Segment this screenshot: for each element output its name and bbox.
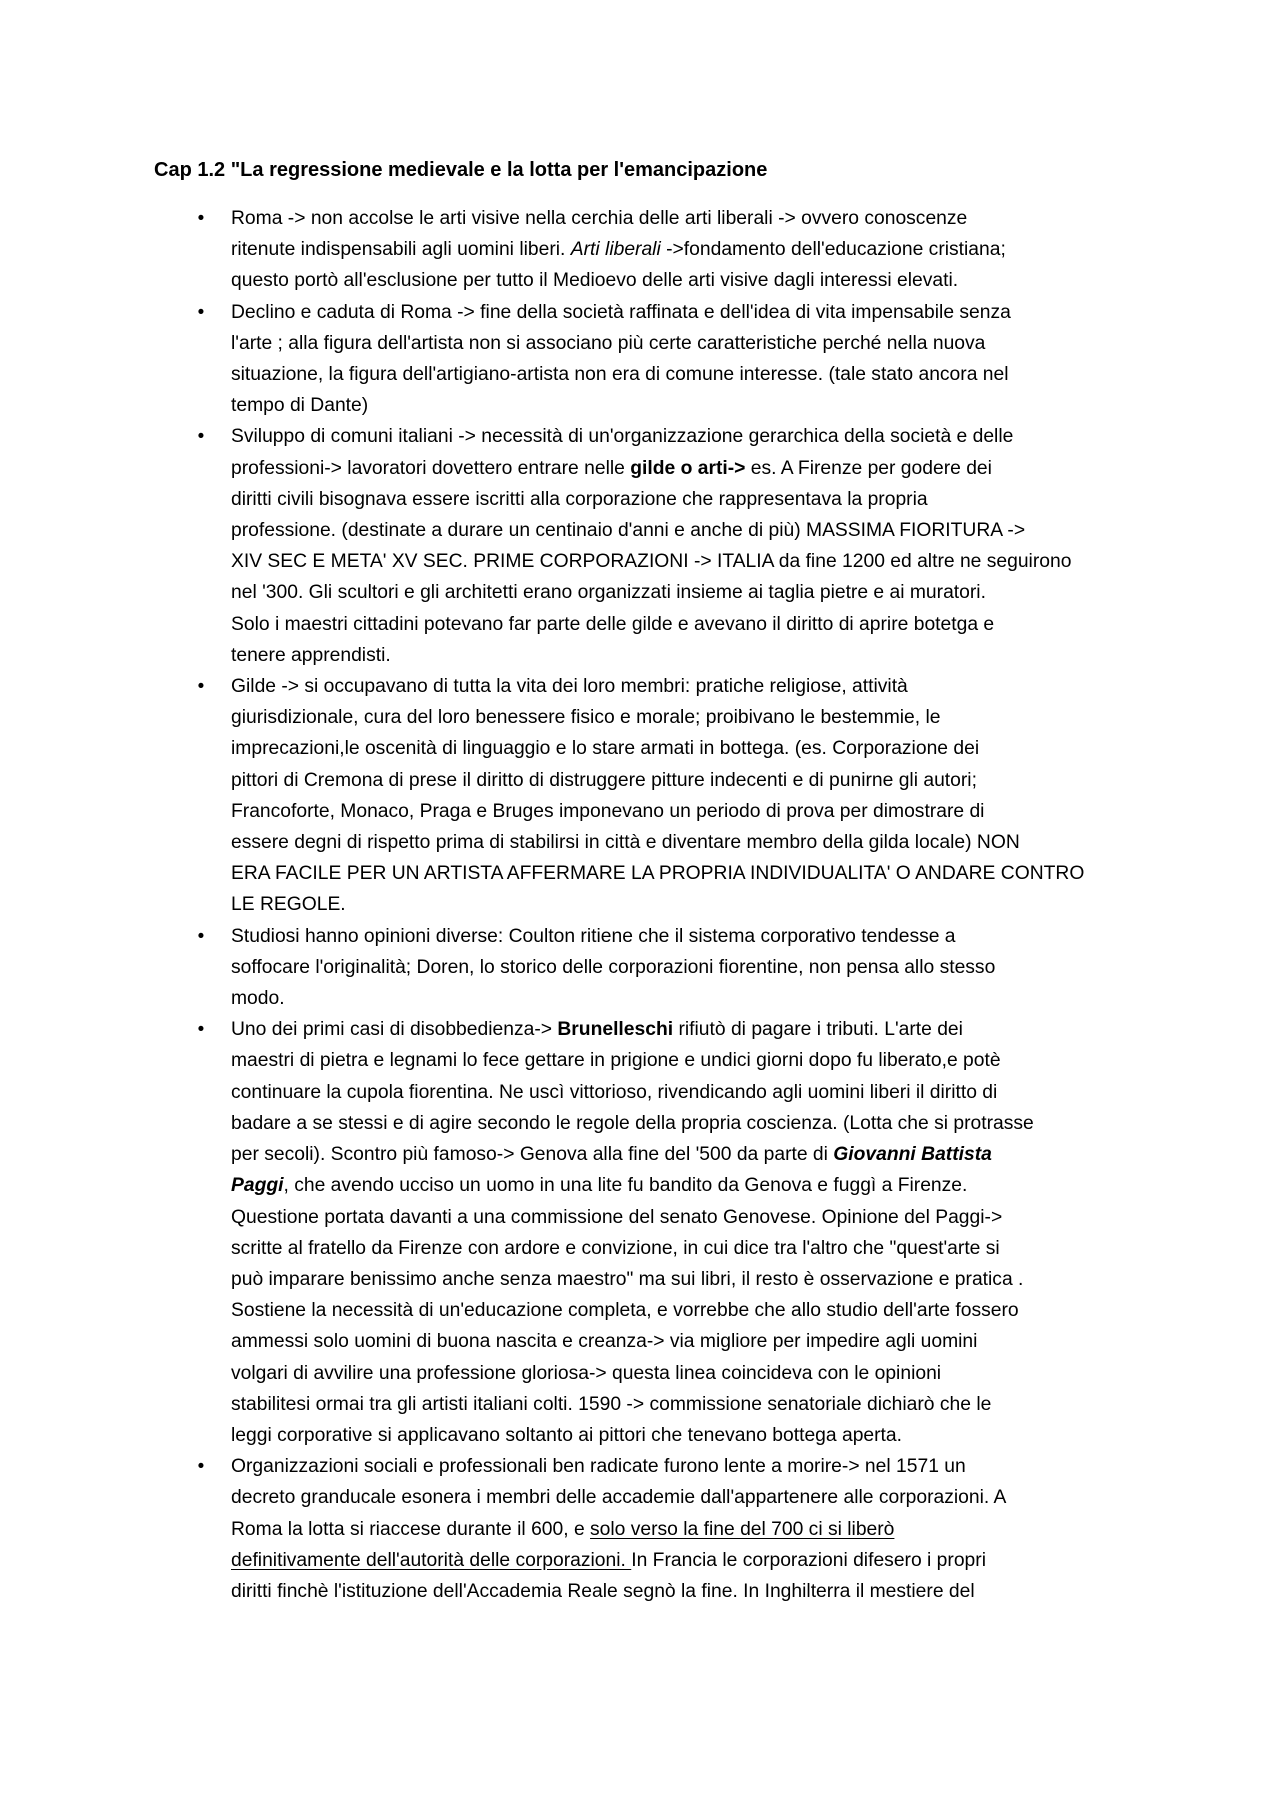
text-line bbox=[231, 297, 1146, 328]
text-span: soffocare l'originalità; Doren, lo storico delle corporazioni fiorentine, non pensa allo stesso bbox=[231, 956, 996, 978]
text-line bbox=[231, 328, 1146, 359]
text-span: imprecazioni,le oscenità di linguaggio e lo stare armati in bottega. (es. Corporazione dei bbox=[231, 738, 980, 760]
text-span: rifiutò di pagare i tributi. L'arte dei bbox=[673, 1019, 963, 1041]
underlined-text: definitivamente dell'autorità delle corporazioni. bbox=[231, 1549, 632, 1571]
text-line bbox=[231, 796, 1146, 827]
text-line bbox=[231, 1389, 1146, 1420]
bullet-dot: • bbox=[197, 676, 205, 698]
text-span: nel '300. Gli scultori e gli architetti erano organizzati insieme ai taglia pietre e ai muratori. bbox=[231, 582, 986, 604]
text-line bbox=[231, 1451, 1146, 1482]
text-line bbox=[231, 1326, 1146, 1357]
page-title: Cap 1.2 "La regressione medievale e la lotta per l'emancipazione bbox=[154, 159, 768, 181]
text-span: scritte al fratello da Firenze con ardore e convizione, in cui dice tra l'altro che "quest'arte si bbox=[231, 1237, 1000, 1259]
text-span: diritti finchè l'istituzione dell'Accademia Reale segnò la fine. In Inghilterra il mestiere del bbox=[231, 1580, 975, 1602]
text-line bbox=[231, 1482, 1146, 1513]
underlined-text: solo verso la fine del 700 ci si liberò bbox=[590, 1518, 895, 1540]
bullet-dot: • bbox=[197, 426, 205, 448]
text-span: tempo di Dante) bbox=[231, 395, 369, 417]
bullet-item bbox=[197, 671, 1146, 921]
text-span: continuare la cupola fiorentina. Ne uscì vittorioso, rivendicando agli uomini liberi il diritto di bbox=[231, 1081, 998, 1103]
text-line bbox=[231, 1545, 1146, 1576]
text-line bbox=[231, 1014, 1146, 1045]
text-line bbox=[231, 546, 1146, 577]
text-line bbox=[231, 390, 1146, 421]
text-line bbox=[231, 1295, 1146, 1326]
text-span: Roma la lotta si riaccese durante il 600, e bbox=[231, 1518, 591, 1540]
text-span: pittori di Cremona di prese il diritto di distruggere pitture indecenti e di punirne gli autori; bbox=[231, 769, 977, 791]
text-span: XIV SEC E META' XV SEC. PRIME CORPORAZIONI -> ITALIA da fine 1200 ed altre ne seguirono bbox=[231, 551, 1072, 573]
text-line bbox=[231, 1108, 1146, 1139]
bullet-dot: • bbox=[197, 1456, 205, 1478]
text-span: Organizzazioni sociali e professionali ben radicate furono lente a morire-> nel 1571 un bbox=[231, 1456, 966, 1478]
bullet-dot: • bbox=[197, 925, 205, 947]
text-span: , che avendo ucciso un uomo in una lite fu bandito da Genova e fuggì a Firenze. bbox=[283, 1175, 968, 1197]
italic-term: Arti liberali bbox=[570, 239, 661, 261]
bullet-dot: • bbox=[197, 1019, 205, 1041]
text-line bbox=[231, 421, 1146, 452]
text-span: ammessi solo uomini di buona nascita e creanza-> via migliore per impedire agli uomini bbox=[231, 1331, 978, 1353]
bullet-item bbox=[197, 1014, 1146, 1451]
text-line bbox=[231, 889, 1146, 920]
text-span: maestri di pietra e legnami lo fece gettare in prigione e undici giorni dopo fu liberato,e potè bbox=[231, 1050, 1001, 1072]
text-line bbox=[231, 1358, 1146, 1389]
text-span: giurisdizionale, cura del loro benessere fisico e morale; proibivano le bestemmie, le bbox=[231, 707, 941, 729]
text-span: stabilitesi ormai tra gli artisti italiani colti. 1590 -> commissione senatoriale dichiarò che le bbox=[231, 1393, 992, 1415]
text-span: leggi corporative si applicavano soltanto ai pittori che tenevano bottega aperta. bbox=[231, 1424, 902, 1446]
text-line bbox=[231, 640, 1146, 671]
text-line bbox=[231, 827, 1146, 858]
text-line bbox=[231, 234, 1146, 265]
bullet-item bbox=[197, 203, 1146, 297]
text-line bbox=[231, 702, 1146, 733]
text-span: professione. (destinate a durare un centinaio d'anni e anche di più) MASSIMA FIORITURA -> bbox=[231, 520, 1026, 542]
text-span: Sviluppo di comuni italiani -> necessità di un'organizzazione gerarchica della società e delle bbox=[231, 426, 1014, 448]
text-line bbox=[231, 1264, 1146, 1295]
bullet-dot: • bbox=[197, 301, 205, 323]
text-span: modo. bbox=[231, 988, 285, 1010]
text-span: badare a se stessi e di agire secondo le regole della propria coscienza. (Lotta che si protrasse bbox=[231, 1112, 1034, 1134]
text-line bbox=[231, 1576, 1146, 1607]
text-line bbox=[231, 359, 1146, 390]
text-line bbox=[231, 671, 1146, 702]
bold-term: gilde o arti-> bbox=[630, 457, 746, 479]
text-line bbox=[231, 983, 1146, 1014]
text-line bbox=[231, 1514, 1146, 1545]
text-span: professioni-> lavoratori dovettero entrare nelle bbox=[231, 457, 631, 479]
text-span: LE REGOLE. bbox=[231, 894, 346, 916]
bold-italic-term: Giovanni Battista bbox=[833, 1144, 992, 1166]
text-line bbox=[231, 1233, 1146, 1264]
text-span: Gilde -> si occupavano di tutta la vita dei loro membri: pratiche religiose, attività bbox=[231, 676, 908, 698]
bold-term: Brunelleschi bbox=[557, 1019, 674, 1041]
text-span: ->fondamento dell'educazione cristiana; bbox=[660, 239, 1006, 261]
text-line bbox=[231, 733, 1146, 764]
text-span: Uno dei primi casi di disobbedienza-> bbox=[231, 1019, 558, 1041]
text-line bbox=[231, 1077, 1146, 1108]
text-span: Sostiene la necessità di un'educazione completa, e vorrebbe che allo studio dell'arte fossero bbox=[231, 1300, 1019, 1322]
text-line bbox=[231, 1045, 1146, 1076]
text-line bbox=[231, 1139, 1146, 1170]
text-line bbox=[231, 921, 1146, 952]
text-span: Solo i maestri cittadini potevano far parte delle gilde e avevano il diritto di aprire botetga e bbox=[231, 613, 995, 635]
bullet-item bbox=[197, 921, 1146, 1015]
text-line bbox=[231, 858, 1146, 889]
bullet-item bbox=[197, 1451, 1146, 1607]
text-line bbox=[231, 1202, 1146, 1233]
bullet-dot: • bbox=[197, 208, 205, 229]
text-line bbox=[231, 609, 1146, 640]
text-line bbox=[231, 577, 1146, 608]
text-line bbox=[231, 1170, 1146, 1201]
bullet-item bbox=[197, 421, 1146, 671]
text-span: decreto granducale esonera i membri delle accademie dall'appartenere alle corporazioni. A bbox=[231, 1487, 1007, 1509]
text-span: volgari di avvilire una professione gloriosa-> questa linea coincideva con le opinioni bbox=[231, 1362, 942, 1384]
text-span: ERA FACILE PER UN ARTISTA AFFERMARE LA PROPRIA INDIVIDUALITA' O ANDARE CONTRO bbox=[231, 863, 1085, 885]
text-span: essere degni di rispetto prima di stabilirsi in città e diventare membro della gilda locale) NON bbox=[231, 832, 1020, 854]
text-span: In Francia le corporazioni difesero i propri bbox=[631, 1549, 986, 1571]
text-span: diritti civili bisognava essere iscritti alla corporazione che rappresentava la propria bbox=[231, 488, 928, 510]
text-span: Roma -> non accolse le arti visive nella cerchia delle arti liberali -> ovvero conoscenze bbox=[231, 208, 968, 229]
text-span: Questione portata davanti a una commissione del senato Genovese. Opinione del Paggi-> bbox=[231, 1206, 1003, 1228]
text-span: tenere apprendisti. bbox=[231, 644, 391, 666]
text-span: Studiosi hanno opinioni diverse: Coulton ritiene che il sistema corporativo tendesse a bbox=[231, 925, 956, 947]
text-line bbox=[231, 1420, 1146, 1451]
text-span: es. A Firenze per godere dei bbox=[745, 457, 992, 479]
text-line bbox=[231, 203, 1146, 234]
text-span: per secoli). Scontro più famoso-> Genova alla fine del '500 da parte di bbox=[231, 1144, 834, 1166]
text-span: l'arte ; alla figura dell'artista non si associano più certe caratteristiche perché nella nuova bbox=[231, 332, 986, 354]
text-line bbox=[231, 515, 1146, 546]
text-line bbox=[231, 265, 1146, 296]
text-span: questo portò all'esclusione per tutto il Medioevo delle arti visive dagli interessi elevati. bbox=[231, 270, 959, 292]
text-span: ritenute indispensabili agli uomini liberi. bbox=[231, 239, 571, 261]
text-line bbox=[231, 952, 1146, 983]
bullet-item bbox=[197, 297, 1146, 422]
text-line bbox=[231, 765, 1146, 796]
text-line bbox=[231, 484, 1146, 515]
text-span: può imparare benissimo anche senza maestro" ma sui libri, il resto è osservazione e pratica . bbox=[231, 1268, 1024, 1290]
bold-italic-term: Paggi bbox=[231, 1175, 284, 1197]
text-span: situazione, la figura dell'artigiano-artista non era di comune interesse. (tale stato ancora nel bbox=[231, 364, 1009, 386]
text-span: Francoforte, Monaco, Praga e Bruges imponevano un periodo di prova per dimostrare di bbox=[231, 800, 985, 822]
text-span: Declino e caduta di Roma -> fine della società raffinata e dell'idea di vita impensabile senza bbox=[231, 301, 1011, 323]
bullet-list bbox=[197, 203, 1146, 1607]
text-line bbox=[231, 453, 1146, 484]
